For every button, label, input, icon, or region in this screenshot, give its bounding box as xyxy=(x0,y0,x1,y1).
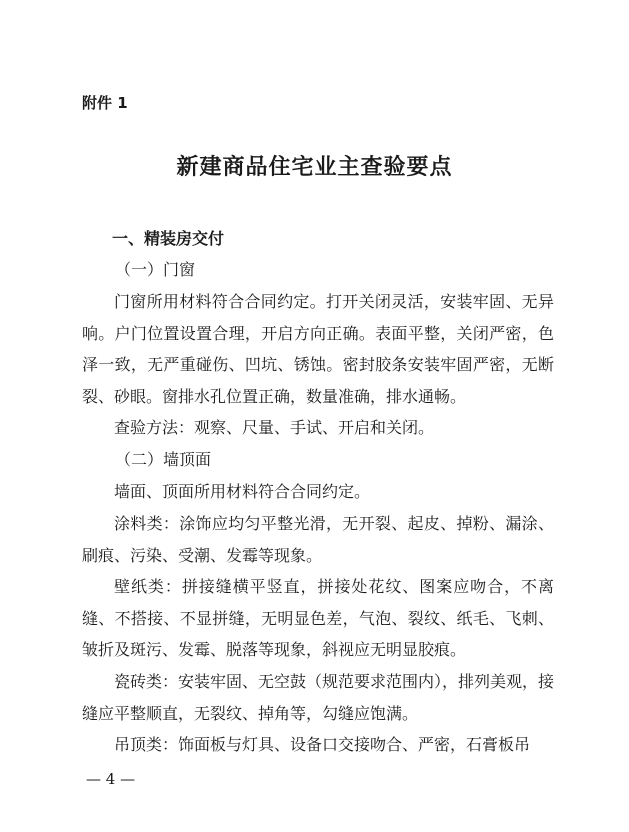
paragraph-wallpaper: 壁纸类：拼接缝横平竖直，拼接处花纹、图案应吻合，不离缝、不搭接、不显拼缝，无明显色差，气泡、裂纹、纸毛、飞刺、皱折及斑污、发霉、脱落等现象，斜视应无明显胶痕。 xyxy=(82,577,554,659)
attachment-label: 附件 1 xyxy=(82,94,128,112)
document-title: 新建商品住宅业主查验要点 xyxy=(176,154,453,180)
page-number: — 4 — xyxy=(86,770,136,788)
paragraph-tiles: 瓷砖类：安装牢固、无空鼓（规范要求范围内），排列美观，接缝应平整顺直，无裂纹、掉角等，勾缝应饱满。 xyxy=(82,672,555,723)
section-heading: 一、精装房交付 xyxy=(112,229,225,248)
subsection-heading-doors-windows: （一）门窗 xyxy=(115,260,196,279)
paragraph-ceiling: 吊顶类：饰面板与灯具、设备口交接吻合、严密，石膏板吊 xyxy=(114,735,531,754)
paragraph-doors-windows: 门窗所用材料符合合同约定。打开关闭灵活，安装牢固、无异响。户门位置设置合理，开启方向正确。表面平整，关闭严密，色泽一致，无严重碰伤、凹坑、锈蚀。密封胶条安装牢固严密，无断裂、砂眼。窗排水孔位置正确，数量准确，排水通畅。 xyxy=(82,292,554,406)
paragraph-inspection-method: 查验方法：观察、尺量、手试、开启和关闭。 xyxy=(114,418,435,437)
paragraph-materials: 墙面、顶面所用材料符合合同约定。 xyxy=(114,482,371,501)
paragraph-paint: 涂料类：涂饰应均匀平整光滑，无开裂、起皮、掉粉、漏涂、刷痕、污染、受潮、发霉等现象。 xyxy=(82,514,554,565)
subsection-heading-walls-ceilings: （二）墙顶面 xyxy=(115,450,212,469)
